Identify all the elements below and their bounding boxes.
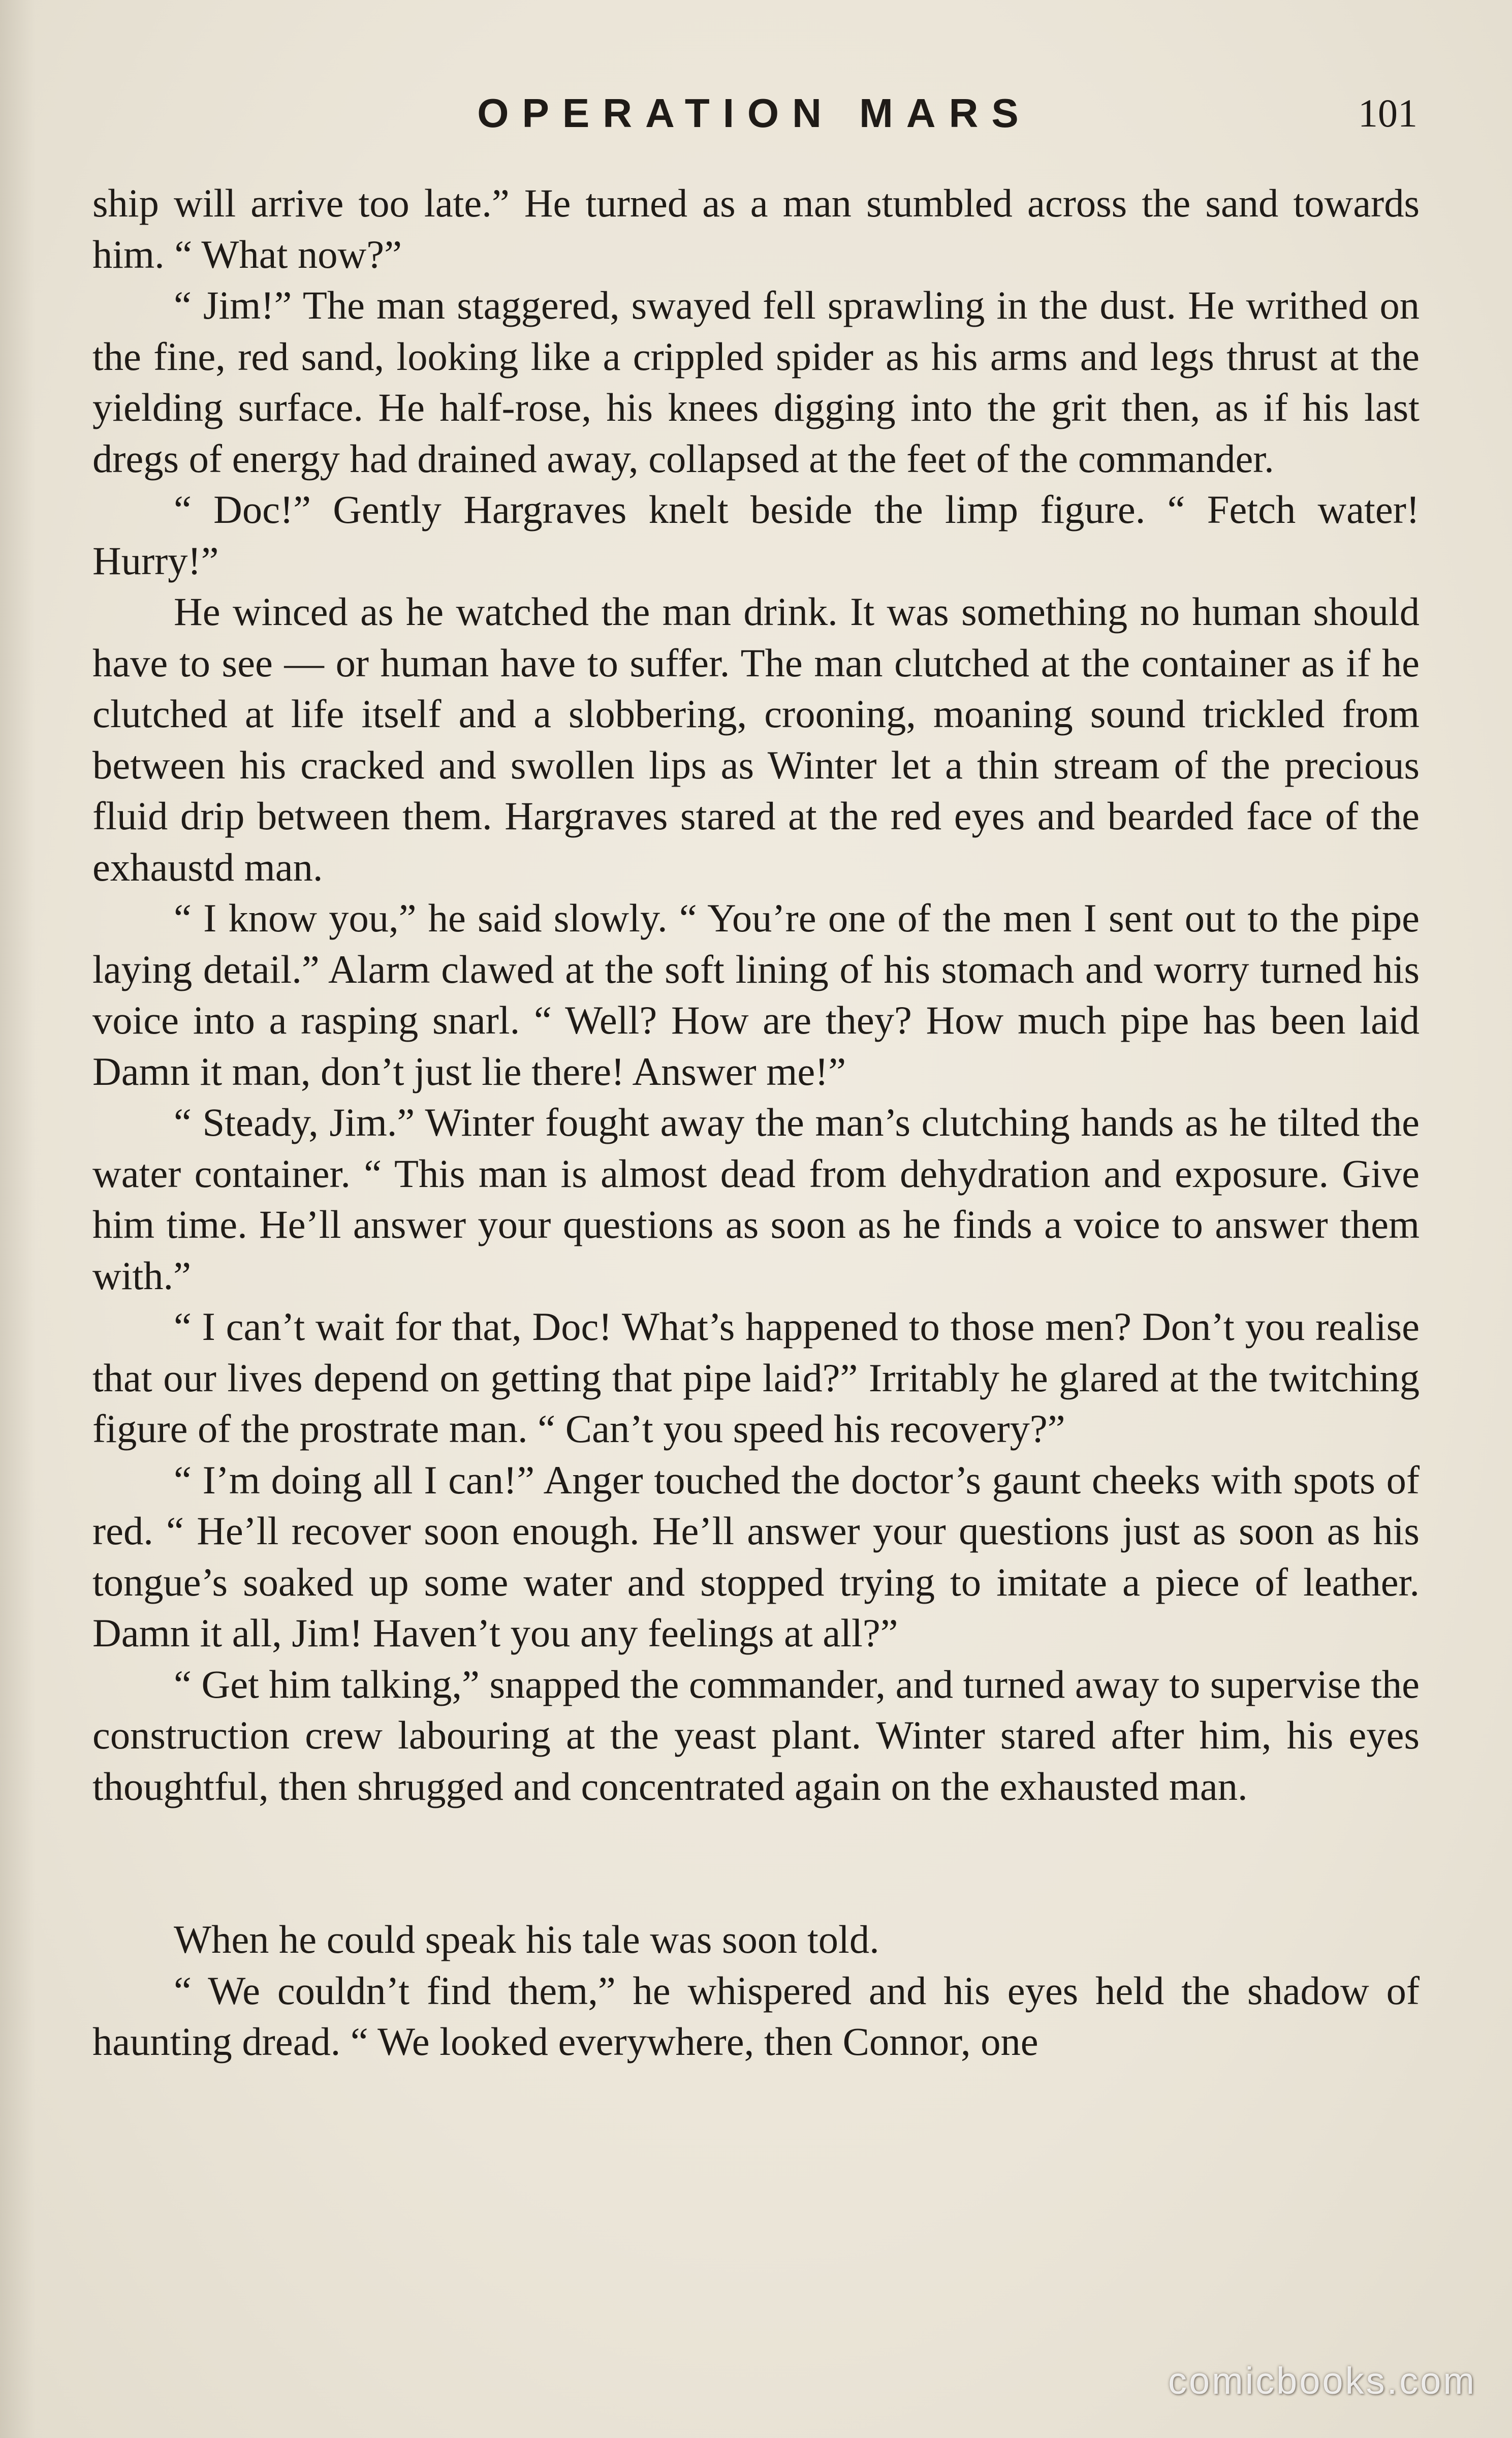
paragraph: “ Steady, Jim.” Winter fought away the man’s clutching hands as he tilted the water container. “ This man is almost dead from dehydration and exposure. Give him time. He’ll answer your questions as soon as he finds a voice to answer them with.” <box>92 1100 1420 1298</box>
page-header <box>91 85 1418 141</box>
watermark: comicbooks.com <box>1168 2360 1476 2402</box>
paragraph: “ I can’t wait for that, Doc! What’s happened to those men? Don’t you realise that our lives depend on getting that pipe laid?” Irritably he glared at the twitching figure of the prostrate man. “ Can’t you speed his recovery?” <box>92 1304 1420 1451</box>
paragraph: “ I know you,” he said slowly. “ You’re one of the men I sent out to the pipe laying detail.” Alarm clawed at the soft lining of his stomach and worry turned his voice into a rasping snarl. “ Well? How are they? How much pipe has been laid Damn it man, don’t just lie there! Answer me!” <box>92 896 1420 1093</box>
paragraph: “ Jim!” The man staggered, swayed fell sprawling in the dust. He writhed on the fine, red sand, looking like a crippled spider as his arms and legs thrust at the yielding surface. He half-rose, his knees digging into the grit then, as if his last dregs of energy had drained away, collapsed at the feet of the commander. <box>92 283 1420 481</box>
paragraph: “ Get him talking,” snapped the commander, and turned away to supervise the construction crew labouring at the yeast plant. Winter stared after him, his eyes thoughtful, then shrugged and concentrated again on the exhausted man. <box>92 1662 1420 1808</box>
page-number: 101 <box>1358 91 1418 135</box>
paragraph: “ Doc!” Gently Hargraves knelt beside the limp figure. “ Fetch water! Hurry!” <box>92 487 1420 583</box>
paragraph: “ I’m doing all I can!” Anger touched the doctor’s gaunt cheeks with spots of red. “ He’ll recover soon enough. He’ll answer your questions just as soon as his tongue’s soaked up some water and stopped trying to imitate a piece of leather. Damn it all, Jim! Haven’t you any feelings at all?” <box>92 1457 1420 1655</box>
paragraph: When he could speak his tale was soon told. <box>174 1917 879 1961</box>
spine-shadow <box>0 0 36 2438</box>
body-text <box>92 178 1420 2068</box>
paragraph: ship will arrive too late.” He turned as a man stumbled across the sand towards him. “ What now?” <box>92 181 1420 276</box>
running-title: OPERATION MARS <box>477 90 1032 136</box>
paragraph: He winced as he watched the man drink. It was something no human should have to see — or human have to suffer. The man clutched at the container as if he clutched at life itself and a slobbering, crooning, moaning sound trickled from between his cracked and swollen lips as Winter let a thin stream of the precious fluid drip between them. Hargraves stared at the red eyes and bearded face of the exhaustd man. <box>92 589 1420 889</box>
section-break <box>92 1812 1420 1914</box>
paragraph: “ We couldn’t find them,” he whispered and his eyes held the shadow of haunting dread. “ We looked everywhere, then Connor, one <box>92 1968 1420 2064</box>
